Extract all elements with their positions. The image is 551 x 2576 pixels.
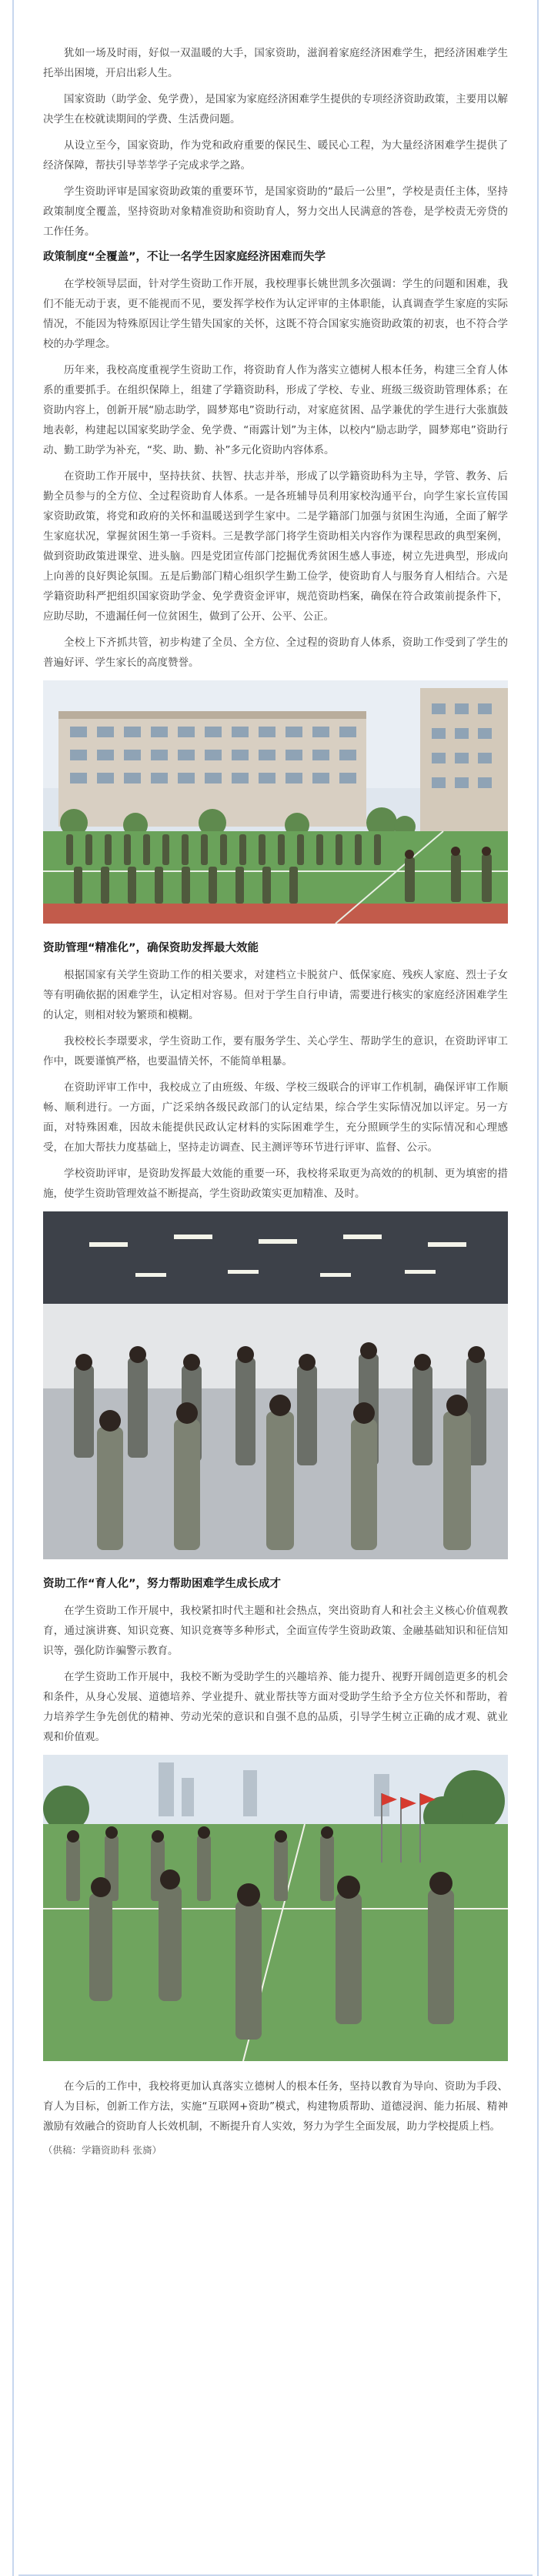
intro-paragraph-1: 犹如一场及时雨，好似一双温暖的大手，国家资助，滋润着家庭经济困难学生，把经济困难学生托举出困境，开启出彩人生。: [43, 47, 508, 79]
section-heading-policy: 政策制度“全覆盖”，不让一名学生因家庭经济困难而失学: [43, 251, 326, 263]
photo-field-drill: [43, 1755, 508, 2061]
intro-paragraph-3: 从设立至今，国家资助，作为党和政府重要的保民生、暖民心工程，为大量经济困难学生提供了经济保障，帮扶引导莘莘学子完成求学之路。: [43, 139, 508, 172]
section3-paragraph-1: 在学生资助工作开展中，我校紧扣时代主题和社会热点，突出资助育人和社会主义核心价值观教育，通过演讲赛、知识竞赛、知识竞赛等多种形式，全面宣传学生资助政策、金融基础知识和征信知识等，强化防诈骗警示教育。: [43, 1605, 508, 1657]
photo-outdoor-drill: [43, 680, 508, 924]
section2-paragraph-3: 在资助评审工作中，我校成立了由班级、年级、学校三级联合的评审工作机制，确保评审工作顺畅、顺利进行。一方面，广泛采纳各级民政部门的认定结果，综合学生实际情况加以评定。另一方面，对特殊困难，因故未能提供民政认定材料的实际困难学生，充分照顾学生的实际情况和心理感受，在加大帮扶力度基础上，坚持走访调查、民主测评等环节进行评审、监督、公示。: [43, 1081, 508, 1154]
section3-paragraph-2: 在学生资助工作开展中，我校不断为受助学生的兴趣培养、能力提升、视野开阔创造更多的机会和条件，从身心发展、道德培养、学业提升、就业帮扶等方面对受助学生给予全方位关怀和帮助，着力培养学生争先创优的精神、劳动光荣的意识和自强不息的品质，引导学生树立正确的成才观、就业观和价值观。: [43, 1671, 508, 1743]
section1-paragraph-3: 在资助工作开展中，坚持扶贫、扶智、扶志并举，形成了以学籍资助科为主导，学管、教务、后勤全员参与的全方位、全过程资助育人体系。一是各班辅导员利用家校沟通平台，向学生家长宣传国家资助政策，将党和政府的关怀和温暖送到学生家中。二是学籍部门加强与贫困生沟通，全面了解学生家庭状况，掌握贫困生第一手资料。三是教学部门将学生资助相关内容作为课程思政的典型案例，做到资助政策进课堂、进头脑。四是党团宣传部门挖掘优秀贫困生感人事迹，树立先进典型，形成向上向善的良好舆论氛围。五是后勤部门精心组织学生勤工俭学，使资助育人与服务育人相结合。六是学籍资助科严把组织国家资助学金、免学费资金评审，规范资助档案，确保在符合政策前提条件下，应助尽助，不遗漏任何一位贫困生，做到了公开、公平、公正。: [43, 470, 508, 623]
photo-gym-drill-indoor-icon: [43, 1211, 508, 1559]
section2-paragraph-2: 我校校长李璟要求，学生资助工作，要有服务学生、关心学生、帮助学生的意识，在资助评审工作中，既要谨慎严格，也要温情关怀，不能简单粗暴。: [43, 1035, 508, 1067]
closing-paragraph: 在今后的工作中，我校将更加认真落实立德树人的根本任务，坚持以教育为导向、资助为手段、育人为目标，创新工作方法，实施“互联网+资助”模式，构建物质帮助、道德浸润、能力拓展、精神激励有效融合的资助育人长效机制，不断提升育人实效，努力为学生全面发展，助力学校提质上档。: [43, 2080, 508, 2133]
photo-field-drill-flags-icon: [43, 1755, 508, 2061]
section2-paragraph-4: 学校资助评审，是资助发挥最大效能的重要一环，我校将采取更为高效的的机制、更为填密的措施，使学生资助管理效益不断提高，学生资助政策实更加精准、及时。: [43, 1168, 508, 1200]
intro-paragraph-4: 学生资助评审是国家资助政策的重要环节，是国家资助的“最后一公里”，学校是责任主体，坚持政策制度全覆盖，坚持资助对象精准资助和资助育人，努力交出人民满意的答卷，是学校责无旁贷的工作任务。: [43, 185, 508, 238]
section-heading-management: 资助管理“精准化”，确保资助发挥最大效能: [43, 942, 259, 954]
article-content: [43, 43, 508, 2157]
section1-paragraph-1: 在学校领导层面，针对学生资助工作开展，我校理事长姚世凯多次强调：学生的问题和困难，我们不能无动于衷，更不能视而不见，要发挥学校作为认定评审的主体职能，认真调查学生家庭的实际情况，不能因为特殊原因让学生错失国家的关怀，这既不符合国家实施资助政策的初衷，也不符合学校的办学理念。: [43, 278, 508, 350]
article-credit: （供稿：学籍资助科 张旖）: [43, 2144, 162, 2156]
section-heading-education: 资助工作“育人化”，努力帮助困难学生成长成才: [43, 1578, 282, 1590]
intro-paragraph-2: 国家资助（助学金、免学费），是国家为家庭经济困难学生提供的专项经济资助政策，主要用以解决学生在校就读期间的学费、生活费问题。: [43, 93, 508, 125]
section1-paragraph-2: 历年来，我校高度重视学生资助工作，将资助育人作为落实立德树人根本任务，构建三全育人体系的重要抓手。在组织保障上，组建了学籍资助科，形成了学校、专业、班级三级资助管理体系；在资助内容上，创新开展“励志助学，圆梦郑电”资助行动，对家庭贫困、品学兼优的学生进行大张旗鼓地表彰，构建起以国家奖助学金、免学费、“雨露计划”为主体，以校内“励志助学，圆梦郑电”资助行动、勤工助学为补充，“奖、助、勤、补”多元化资助内容体系。: [43, 364, 508, 456]
section1-paragraph-4: 全校上下齐抓共管，初步构建了全员、全方位、全过程的资助育人体系，资助工作受到了学生的普遍好评、学生家长的高度赞誉。: [43, 636, 508, 669]
section2-paragraph-1: 根据国家有关学生资助工作的相关要求，对建档立卡脱贫户、低保家庭、残疾人家庭、烈士子女等有明确依据的困难学生，认定相对容易。但对于学生自行申请，需要进行核实的家庭经济困难学生的认定，则相对较为繁琐和模糊。: [43, 969, 508, 1021]
photo-indoor-drill: [43, 1211, 508, 1559]
photo-buildings-drill-outdoor-icon: [43, 680, 508, 924]
